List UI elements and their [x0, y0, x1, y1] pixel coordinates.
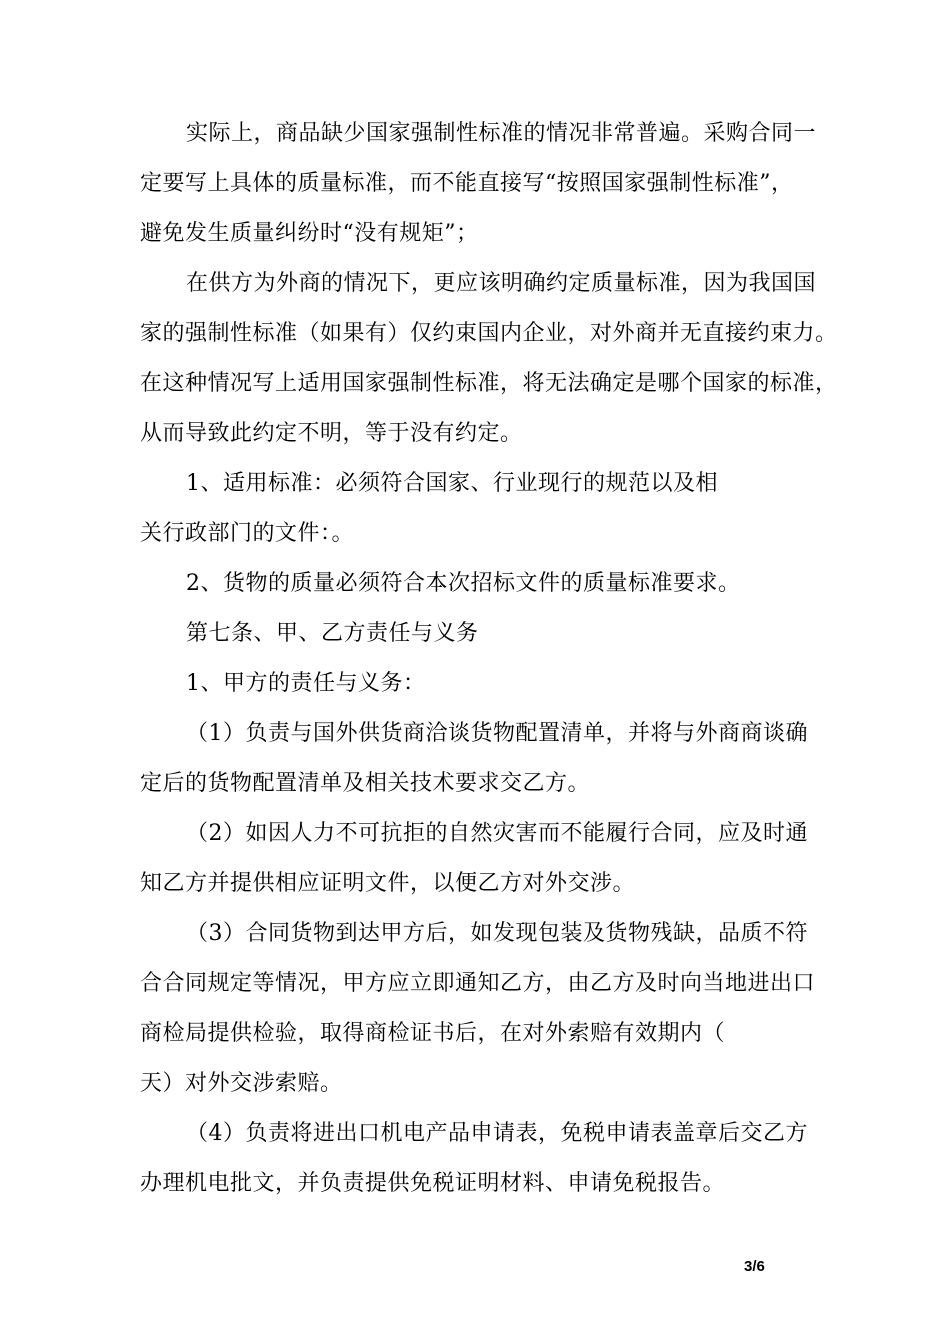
section-heading: 第七条、甲、乙方责任与义务 — [186, 621, 479, 646]
paragraph-line-21: （4）负责将进出口机电产品申请表，免税申请表盖章后交乙方 — [186, 1121, 808, 1146]
paragraph-line-4: 在供方为外商的情况下，更应该明确约定质量标准，因为我国国 — [186, 271, 817, 296]
paragraph-line-14: 定后的货物配置清单及相关技术要求交乙方。 — [140, 771, 591, 796]
paragraph-line-8: 1、适用标准：必须符合国家、行业现行的规范以及相 — [186, 471, 718, 496]
paragraph-line-7: 从而导致此约定不明，等于没有约定。 — [140, 421, 523, 446]
paragraph-line-6: 在这种情况写上适用国家强制性标准，将无法确定是哪个国家的标准， — [140, 371, 838, 396]
page-number: 3/6 — [744, 1258, 765, 1275]
paragraph-line-19: 商检局提供检验，取得商检证书后，在对外索赔有效期内（ — [140, 1021, 726, 1046]
paragraph-line-5: 家的强制性标准（如果有）仅约束国内企业，对外商并无直接约束力。 — [140, 321, 838, 346]
paragraph-line-15: （2）如因人力不可抗拒的自然灾害而不能履行合同，应及时通 — [186, 821, 808, 846]
paragraph-line-3: 避免发生质量纠纷时“没有规矩”； — [140, 221, 479, 246]
paragraph-line-22: 办理机电批文，并负责提供免税证明材料、申请免税报告。 — [140, 1171, 726, 1196]
paragraph-line-16: 知乙方并提供相应证明文件，以便乙方对外交涉。 — [140, 871, 636, 896]
paragraph-line-13: （1）负责与国外供货商洽谈货物配置清单，并将与外商商谈确 — [186, 721, 808, 746]
paragraph-line-10: 2、货物的质量必须符合本次招标文件的质量标准要求。 — [186, 571, 741, 596]
paragraph-line-17: （3）合同货物到达甲方后，如发现包装及货物残缺，品质不符 — [186, 921, 808, 946]
subheading: 1、甲方的责任与义务： — [186, 671, 426, 696]
paragraph-line-20: 天）对外交涉索赔。 — [140, 1071, 343, 1096]
paragraph-line-2: 定要写上具体的质量标准，而不能直接写“按照国家强制性标准”， — [140, 171, 794, 196]
paragraph-line-9: 关行政部门的文件：。 — [140, 521, 355, 546]
paragraph-line-1: 实际上，商品缺少国家强制性标准的情况非常普遍。采购合同一 — [186, 121, 817, 146]
paragraph-line-18: 合合同规定等情况，甲方应立即通知乙方，由乙方及时向当地进出口 — [140, 971, 816, 996]
